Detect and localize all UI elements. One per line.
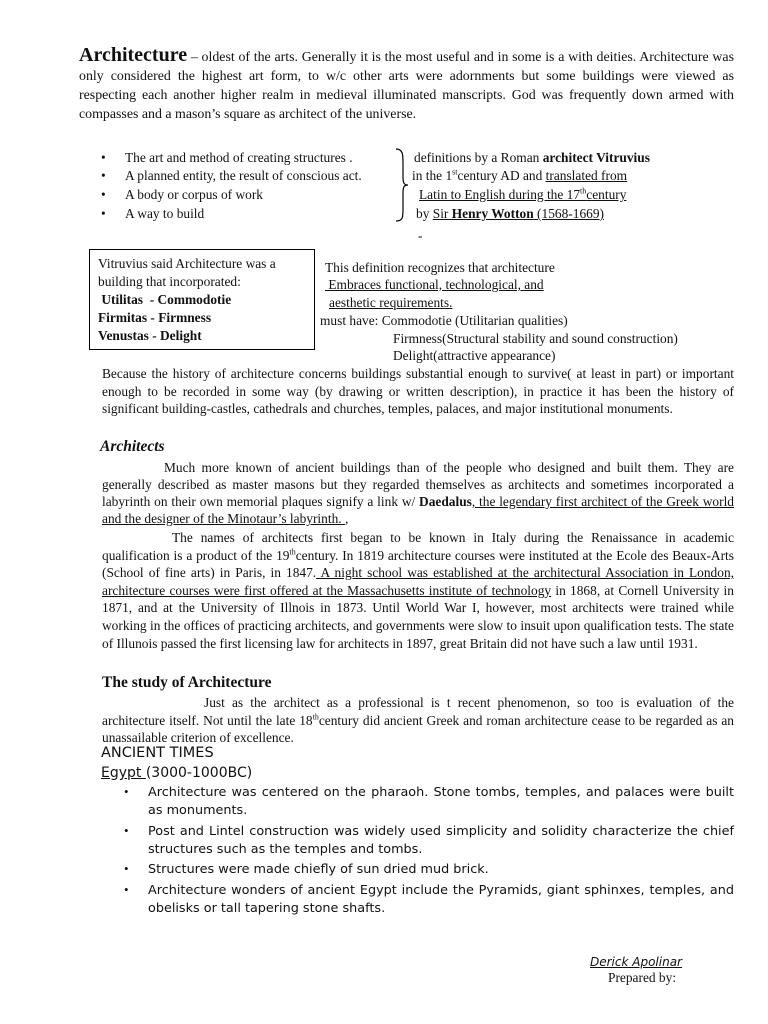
history-paragraph: Because the history of architecture concerns buildings substantial enough to survive( at least in part) or important enough to be recorded in some way (by drawing or written description), in practice it has been the history of significant building-castles, cathedrals and churches, temples, palaces, and major institutional monuments. [102,366,734,416]
architects-paragraph-1: Much more known of ancient buildings than of the people who designed and built them. They are generally described as master masons but they regarded themselves as architects and sometimes incorporated a labyrinth on their own memorial plaques signify a link w/ Daedalus, the legendary first architect of the Greek world and the designer of the Minotaur’s labyrinth. , [102,460,734,526]
egypt-bullet: Architecture was centered on the pharaoh. Stone tombs, temples, and palaces were built as monuments. [148,785,734,818]
definition-line-4: by Sir Henry Wotton (1568-1669) [416,206,604,221]
dash-mark: - [418,228,423,243]
section-heading-study: The study of Architecture [102,674,272,691]
bullet-icon: • [124,882,129,897]
recognizes-line: must have: Commodotie (Utilitarian qualities) [320,313,568,328]
firmitas-line: Firmitas - Firmness [98,310,212,325]
section-heading-architects: Architects [100,438,165,455]
study-paragraph: Just as the architect as a professional is t recent phenomenon, so too is evaluation of the architecture itself. Not until the late 18thcentury did ancient Greek and roman architecture cease to be regarded as an unassailable criterion of excellence. [102,695,734,745]
recognizes-line: aesthetic requirements. [329,295,453,310]
egypt-bullet: Architecture wonders of ancient Egypt include the Pyramids, giant sphinxes, temples, and obelisks or tall tapering stone shafts. [148,883,734,916]
curly-brace-icon [394,147,412,223]
definition-line-1: definitions by a Roman architect Vitruvius [414,150,650,165]
egypt-bullet: Structures were made chiefly of sun dried mud brick. [148,862,489,877]
recognizes-line: Firmness(Structural stability and sound construction) [393,331,678,346]
vitruvius-line: Vitruvius said Architecture was a [98,256,276,271]
egypt-bullet: Post and Lintel construction was widely used simplicity and solidity characterize the chief structures such as the temples and tombs. [148,824,734,857]
recognizes-line: Embraces functional, technological, and [325,277,544,292]
intro-paragraph [79,46,734,124]
bullet-icon: • [124,823,129,838]
vitruvius-line: building that incorporated: [98,274,241,289]
egypt-subheading: Egypt (3000-1000BC) [101,765,253,781]
bullet-icon: • [124,784,129,799]
recognizes-line: This definition recognizes that architecture [325,260,555,275]
venustas-line: Venustas - Delight [98,328,202,343]
author-name: Derick Apolinar [590,955,682,969]
vitruvius-box [89,249,315,350]
recognizes-line: Delight(attractive appearance) [393,348,556,363]
prepared-by-label: Prepared by: [608,970,677,985]
architects-paragraph-2: The names of architects first began to be known in Italy during the Renaissance in academic qualification is a product of the 19thcentury. In 1819 architecture courses were instituted at the Ecole des Beaux-Arts (School of fine arts) in Paris, in 1847. A night school was established at the architectural Association in London, architecture courses were first offered at the Massachusetts institute of technology in 1868, at Cornell University in 1871, and at the University of Illnois in 1873. Until World War I, however, most architects were trained while working in the offices of practicing architects, and governments were slow to insuit upon qualification tests. The state of Illunois passed the first licensing law for architects in 1897, great Britain did not have such a law until 1931. [102,530,734,651]
intro-text: – oldest of the arts. Generally it is the most useful and in some is a with deities. Architecture was only considered the highest art form, to w/c other arts were adornments but some buildings were viewed as respecting each another higher realm in medieval illuminated manscripts. God was frequently down armed with compasses and a mason’s square as architect of the universe. [79,50,734,122]
definition-line-2: in the 1stcentury AD and translated from [412,167,628,183]
bullet-icon: • [124,861,129,876]
section-heading-ancient-times: ANCIENT TIMES [101,745,214,761]
page-title: Architecture [79,44,188,66]
utilitas-line: Utilitas - Commodotie [98,292,232,307]
definition-line-3: Latin to English during the 17thcentury [419,186,627,202]
